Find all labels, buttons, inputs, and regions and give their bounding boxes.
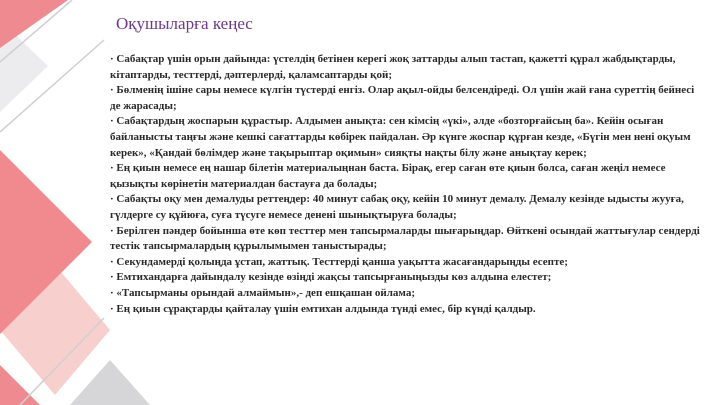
advice-item: · Емтихандарға дайындалу кезінде өзіңді жақсы тапсырғаныңызды көз алдына елестет;	[110, 271, 552, 284]
decor-shape-salmon-bottom	[0, 365, 40, 405]
advice-item: · «Тапсырманы орындай алмаймын»,- деп ешқашан ойлама;	[110, 286, 415, 299]
decor-shape-grey-bottom	[70, 360, 150, 405]
slide-title: Оқушыларға кеңес	[116, 14, 253, 33]
advice-item: · Секундамерді қолыңда ұстап, жаттық. Тесттерді қанша уақытта жасағандарыңды есепте;	[110, 255, 568, 268]
decor-shape-salmon-top	[0, 0, 68, 48]
advice-item: · Берілген пәндер бойынша өте көп тесттер мен тапсырмаларды шығарыңдар. Өйткені осындай жаттығулар сендерді тестік тапсырмалардың құрылымымен таныстырады;	[110, 224, 700, 253]
advice-item: · Сабақтардың жоспарын құрастыр. Алдымен анықта: сен кімсің «үкі», әлде «бозторғайсың ба». Кейін осыған байланысты таңғы және кешкі сағаттарды көбірек пайдалан. Әр күнге жоспар құрған кезде, «Бүгін мен нені оқуым керек», «Қандай бөлімдер және тақырыптар оқимын» сияқты нақты білу және анықтау керек;	[110, 115, 691, 159]
advice-list	[110, 52, 706, 317]
advice-item: · Сабақты оқу мен демалуды реттеңдер: 40 минут сабақ оқу, кейін 10 минут демалу. Демалу кезінде ыдысты жууға, гүлдерге су құйюға, суға түсуге немесе денені шынықтыруға болады;	[110, 193, 684, 221]
advice-item: · Сабақтар үшін орын дайында: үстелдің бетінен керегі жоқ заттарды алып тастап, қажетті құрал жабдықтарды, кітаптарды, тесттерді, дәптерлерді, қаламсаптарды қой;	[110, 53, 676, 81]
advice-item: · Ең қиын сұрақтарды қайталау үшін емтихан алдында түнді емес, бір күнді қалдыр.	[110, 302, 536, 315]
advice-item: · Ең қиын немесе ең нашар білетін материалыңнан баста. Бірақ, егер саған өте қиын болса, саған жеңіл немесе қызықты көрінетін материалдан бастауға да болады;	[110, 162, 666, 190]
advice-item: · Бөлменің ішіне сары немесе күлгін түстерді енгіз. Олар ақыл-ойды белсендіреді. Ол үшін жай ғана суреттің бейнесі де жарасады;	[110, 84, 695, 112]
